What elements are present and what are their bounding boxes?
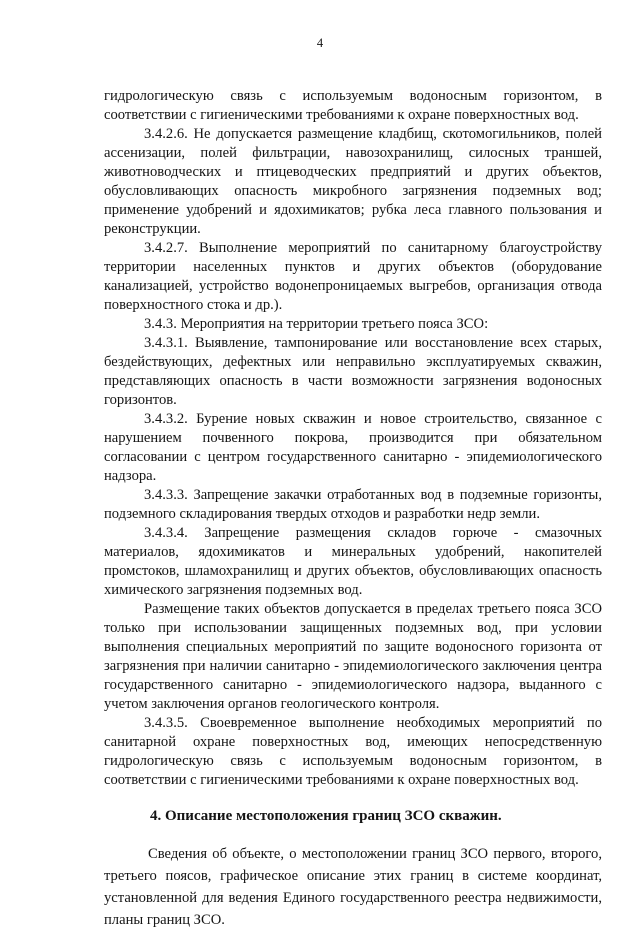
section-paragraph: Сведения об объекте, о местоположении границ ЗСО первого, второго, третьего поясов, графическое описание этих границ в системе координат, установленной для ведения Единого государственного реестра недвижимости, планы границ ЗСО. (104, 846, 602, 928)
paragraph-continuation: гидрологическую связь с используемым водоносным горизонтом, в соответствии с гигиеническими требованиями к охране поверхностных вод. (104, 88, 602, 123)
paragraph-3-4-3-1: 3.4.3.1. Выявление, тампонирование или восстановление всех старых, бездействующих, дефектных или неправильно эксплуатируемых скважин, представляющих опасность в части возможности загрязнения водоносных горизонтов. (104, 335, 602, 408)
paragraph-3-4-2-7: 3.4.2.7. Выполнение мероприятий по санитарному благоустройству территории населенных пунктов и других объектов (оборудование канализацией, устройство водонепроницаемых выгребов, организация отвода поверхностного стока и др.). (104, 240, 602, 313)
paragraph-placement-conditions: Размещение таких объектов допускается в пределах третьего пояса ЗСО только при использовании защищенных подземных вод, при условии выполнения специальных мероприятий по защите водоносного горизонта от загрязнения при наличии санитарно - эпидемиологического заключения центра государственного санитарно - эпидемиологического надзора, выданного с учетом заключения органов геологического контроля. (104, 601, 602, 712)
page-number: 4 (316, 36, 324, 50)
paragraph-3-4-3-5: 3.4.3.5. Своевременное выполнение необходимых мероприятий по санитарной охране поверхностных вод, имеющих непосредственную гидрологическую связь с используемым водоносным горизонтом, в соответствии с гигиеническими требованиями к охране поверхностных вод. (104, 715, 602, 788)
section-heading: 4. Описание местоположения границ ЗСО скважин. (150, 808, 502, 824)
paragraph-3-4-3-3: 3.4.3.3. Запрещение закачки отработанных вод в подземные горизонты, подземного складирования твердых отходов и разработки недр земли. (104, 487, 602, 522)
paragraph-3-4-3: 3.4.3. Мероприятия на территории третьего пояса ЗСО: (144, 316, 489, 332)
document-body (104, 87, 602, 931)
paragraph-3-4-2-6: 3.4.2.6. Не допускается размещение кладбищ, скотомогильников, полей ассенизации, полей фильтрации, навозохранилищ, силосных траншей, животноводческих и птицеводческих предприятий и других объектов, обусловливающих опасность микробного загрязнения подземных вод; применение удобрений и ядохимикатов; рубка леса главного пользования и реконструкции. (104, 126, 602, 237)
paragraph-3-4-3-2: 3.4.3.2. Бурение новых скважин и новое строительство, связанное с нарушением почвенного покрова, производится при обязательном согласовании с центром государственного санитарно - эпидемиологического надзора. (104, 411, 602, 484)
paragraph-3-4-3-4: 3.4.3.4. Запрещение размещения складов горюче - смазочных материалов, ядохимикатов и минеральных удобрений, накопителей промстоков, шламохранилищ и других объектов, обусловливающих опасность химического загрязнения подземных вод. (104, 525, 602, 598)
